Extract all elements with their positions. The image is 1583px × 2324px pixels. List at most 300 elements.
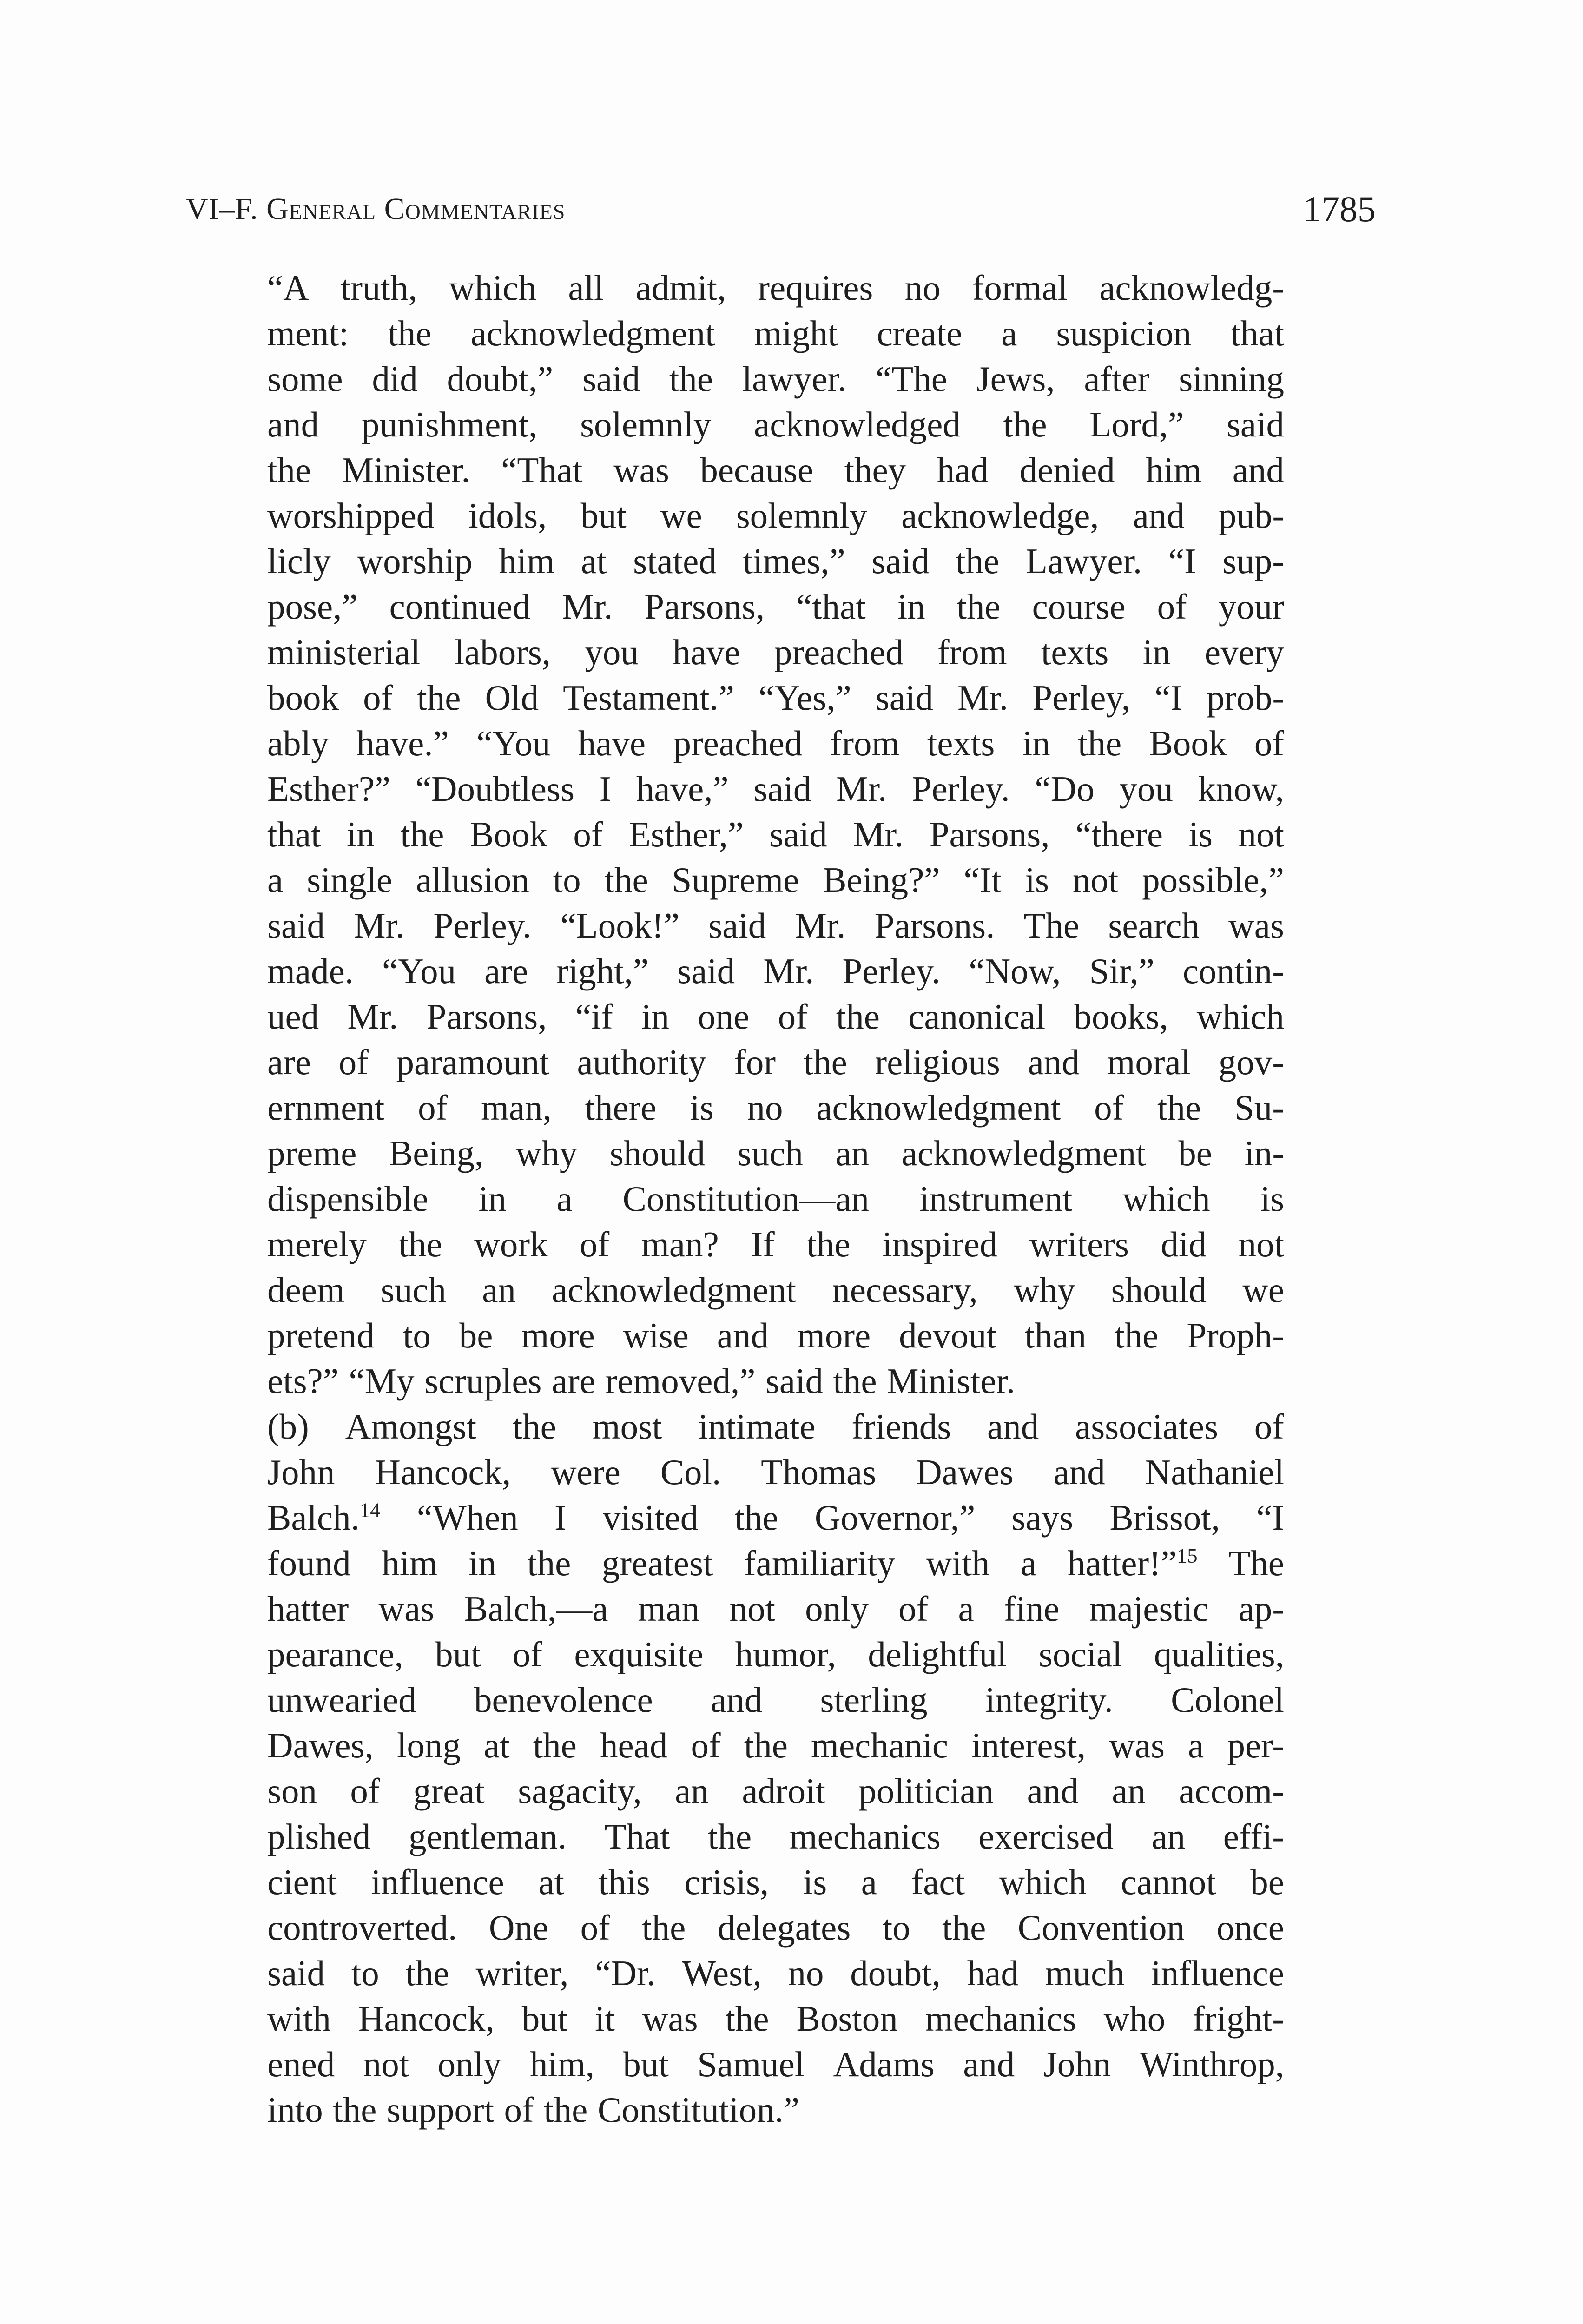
word: said [267, 1953, 325, 1993]
word: such [380, 1270, 447, 1310]
word: some [267, 359, 343, 399]
word: said [769, 814, 827, 854]
word: Being?” [823, 860, 940, 900]
word: Amongst [345, 1406, 476, 1446]
word: was [1109, 1725, 1165, 1765]
text-line [267, 1313, 1284, 1358]
word: not [1238, 1224, 1284, 1264]
word: him, [529, 2044, 594, 2084]
word: which [999, 1862, 1087, 1902]
word: and [1133, 495, 1185, 535]
word: and [963, 2044, 1015, 2084]
text-line [267, 1176, 1284, 1221]
word: Col. [660, 1452, 721, 1492]
text-line [267, 493, 1284, 538]
word: not [1238, 814, 1284, 854]
word: a [1188, 1725, 1204, 1765]
word: the [400, 814, 444, 854]
word: is [1025, 860, 1049, 900]
word: “Dr. [595, 1953, 656, 1993]
word: Lord,” [1089, 404, 1184, 444]
word: of [580, 1908, 610, 1948]
word: ably [267, 723, 329, 763]
word: we [1242, 1270, 1284, 1310]
word: Su- [1234, 1088, 1284, 1128]
word: ment: [267, 313, 349, 353]
word: an [675, 1771, 709, 1811]
word: possible,” [1142, 860, 1284, 900]
word: requires [758, 268, 873, 308]
word: ap- [1238, 1589, 1284, 1629]
word: majestic [1089, 1589, 1209, 1629]
word: the [1003, 404, 1047, 444]
word: might [754, 313, 838, 353]
word: Mr. [795, 905, 846, 945]
word: had [967, 1953, 1019, 1993]
word: did [1161, 1224, 1207, 1264]
word: mechanics [789, 1816, 941, 1856]
word: Minister. [887, 1361, 1016, 1401]
text-line [267, 538, 1284, 584]
word: That [604, 1816, 670, 1856]
word: to [882, 1908, 910, 1948]
word: The [1023, 905, 1080, 945]
word: I [599, 769, 612, 809]
text-line [267, 1495, 1284, 1540]
word: have [578, 723, 646, 763]
word: Hancock, [358, 1999, 495, 2039]
word: “if [575, 997, 613, 1037]
text-line [267, 1996, 1284, 2041]
word: of [418, 1088, 448, 1128]
word: this [598, 1862, 650, 1902]
word: much [1045, 1953, 1125, 1993]
word: no [747, 1088, 783, 1128]
word: is [1188, 814, 1213, 854]
word: Old [485, 678, 539, 718]
word: head [600, 1725, 668, 1765]
word: said [875, 678, 933, 718]
word: the [803, 1042, 847, 1082]
text-line [267, 994, 1284, 1039]
text-line [267, 857, 1284, 903]
word: of [1254, 723, 1284, 763]
word: Parsons, [644, 587, 765, 627]
word: integrity. [985, 1680, 1113, 1720]
word: the [417, 678, 461, 718]
word: the [642, 1908, 686, 1948]
word: that [267, 814, 321, 854]
word: mechanics [925, 1999, 1076, 2039]
word: benevolence [474, 1680, 653, 1720]
word: because [700, 450, 814, 490]
word: “I [1154, 678, 1183, 718]
word: and [717, 1315, 769, 1355]
word: Sir,” [1089, 951, 1154, 991]
text-line [267, 310, 1284, 356]
text-line [267, 265, 1284, 310]
word: Minister. [342, 450, 470, 490]
word: be [1178, 1133, 1212, 1173]
word: for [734, 1042, 776, 1082]
word: Parsons. [874, 905, 995, 945]
word: were [551, 1452, 620, 1492]
word: from [937, 632, 1007, 672]
word: “Yes,” [759, 678, 851, 718]
word: the [405, 1953, 449, 1993]
word: allusion [416, 860, 529, 900]
word: of [580, 1224, 610, 1264]
word: “My [349, 1361, 415, 1401]
word: to [553, 860, 581, 900]
text-line [267, 1814, 1284, 1859]
word: at [484, 1725, 510, 1765]
word: and [267, 404, 319, 444]
word: man? [641, 1224, 719, 1264]
word: wise [623, 1315, 689, 1355]
word: in [346, 814, 375, 854]
word: hatter!”$^{15}$ [1067, 1543, 1198, 1583]
word: a [1001, 313, 1017, 353]
word: son [267, 1771, 317, 1811]
text-line [267, 356, 1284, 402]
word: greatest [601, 1543, 713, 1583]
word: formal [972, 268, 1068, 308]
word: said [708, 905, 766, 945]
word: right,” [556, 951, 649, 991]
word: one [698, 997, 750, 1037]
word: pub- [1218, 495, 1284, 535]
word: they [844, 450, 906, 490]
word: lawyer. [742, 359, 847, 399]
word: acknowledgment [552, 1270, 797, 1310]
word: from [830, 723, 900, 763]
word: ened [267, 2044, 335, 2084]
word: we [660, 495, 702, 535]
word: visited [602, 1498, 699, 1538]
word: cannot [1121, 1862, 1216, 1902]
word: said [582, 359, 640, 399]
text-line [267, 1540, 1284, 1586]
word: Mr. [836, 769, 887, 809]
word: search [1108, 905, 1200, 945]
word: at [580, 541, 607, 581]
word: create [877, 313, 963, 353]
word: One [488, 1908, 549, 1948]
word: necessary, [832, 1270, 978, 1310]
word: admit, [635, 268, 726, 308]
word: of [573, 814, 603, 854]
word: Perley. [911, 769, 1010, 809]
section-title: VI–F. General Commentaries [186, 192, 566, 226]
text-line [267, 402, 1284, 447]
word: the [942, 1908, 986, 1948]
word: of [691, 1725, 721, 1765]
text-line [267, 1631, 1284, 1677]
word: acknowledgment [470, 313, 715, 353]
word: of [512, 1634, 542, 1674]
text-line [267, 2087, 1284, 2133]
word: Proph- [1187, 1315, 1284, 1355]
text-line [267, 1677, 1284, 1723]
word: associates [1075, 1406, 1218, 1446]
word: an [835, 1133, 870, 1173]
footnote-ref: 15 [1176, 1544, 1198, 1567]
word: at [538, 1862, 564, 1902]
word: and [711, 1680, 763, 1720]
word: licly [267, 541, 331, 581]
word: “You [476, 723, 551, 763]
word: course [1032, 587, 1126, 627]
word: in [1022, 723, 1050, 763]
word: pretend [267, 1315, 375, 1355]
word: Book [1149, 723, 1227, 763]
word: worshipped [267, 495, 435, 535]
word: says [1011, 1498, 1074, 1538]
word: made. [267, 951, 354, 991]
word: “Do [1035, 769, 1095, 809]
word: your [1218, 587, 1284, 627]
word: Colonel [1171, 1680, 1284, 1720]
word: Being, [389, 1133, 484, 1173]
text-line [267, 675, 1284, 720]
text-line [267, 1449, 1284, 1495]
word: the [833, 1361, 877, 1401]
word: John [267, 1452, 335, 1492]
word: Lawyer. [1025, 541, 1142, 581]
word: “The [876, 359, 947, 399]
word: Mr. [562, 587, 613, 627]
word: Constitution.” [597, 2090, 800, 2130]
word: Samuel [697, 2044, 805, 2084]
footnote-ref: 14 [359, 1498, 381, 1522]
word: is [803, 1862, 827, 1902]
word: him [1146, 450, 1202, 490]
word: solemnly [736, 495, 868, 535]
word: deem [267, 1270, 345, 1310]
text-line [267, 1085, 1284, 1130]
word: said [871, 541, 930, 581]
word: “When [416, 1498, 518, 1538]
word: work [474, 1224, 548, 1264]
text-line [267, 948, 1284, 994]
word: not [363, 2044, 409, 2084]
word: which [1122, 1179, 1210, 1219]
word: Thomas [761, 1452, 877, 1492]
word: Constitution—an [622, 1179, 870, 1219]
word: the [744, 1725, 788, 1765]
text-line [267, 584, 1284, 629]
word: “Now, [969, 951, 1061, 991]
word: Dawes, [267, 1725, 374, 1765]
word: the [806, 1224, 851, 1264]
word: why [515, 1133, 578, 1173]
word: dispensible [267, 1179, 429, 1219]
word: and [1028, 1042, 1080, 1082]
word: him [499, 541, 555, 581]
word: all [568, 268, 604, 308]
word: did [372, 359, 418, 399]
word: man [638, 1589, 700, 1629]
word: in- [1244, 1133, 1284, 1173]
word: an [482, 1270, 516, 1310]
text-line [267, 1221, 1284, 1267]
word: had [937, 450, 989, 490]
word: only [437, 2044, 501, 2084]
word: in [468, 1543, 496, 1583]
word: Winthrop, [1139, 2044, 1284, 2084]
word: texts [1041, 632, 1109, 672]
text-line [267, 1586, 1284, 1631]
word: a [958, 1589, 974, 1629]
word: of [350, 1771, 380, 1811]
word: the [267, 450, 311, 490]
word: writers [1029, 1224, 1129, 1264]
word: in [897, 587, 925, 627]
word: and [1232, 450, 1284, 490]
word: mechanic [811, 1725, 949, 1765]
word: instrument [919, 1179, 1073, 1219]
word: of [778, 997, 808, 1037]
word: “there [1075, 814, 1163, 854]
word: acknowledge, [901, 495, 1099, 535]
word: be [1250, 1862, 1284, 1902]
word: but [521, 1999, 568, 2039]
word: is [1260, 1179, 1284, 1219]
word: accom- [1179, 1771, 1284, 1811]
word: continued [389, 587, 531, 627]
word: the [398, 1224, 442, 1264]
word: the [388, 313, 432, 353]
word: said [1226, 404, 1284, 444]
word: why [1013, 1270, 1075, 1310]
word: of [1157, 587, 1187, 627]
word: not [729, 1589, 775, 1629]
word: doubt, [850, 1953, 941, 1993]
word: gov- [1218, 1042, 1284, 1082]
word: there [585, 1088, 657, 1128]
word: but [435, 1634, 481, 1674]
word: you [585, 632, 639, 672]
word: are [484, 951, 528, 991]
word: that [1230, 313, 1284, 353]
word: acknowledged [754, 404, 961, 444]
word: Mr. [347, 997, 398, 1037]
text-line [267, 2041, 1284, 2087]
word: hatter [267, 1589, 349, 1629]
word: such [737, 1133, 803, 1173]
word: doubt,” [447, 359, 554, 399]
text-line [267, 629, 1284, 675]
word: intimate [698, 1406, 816, 1446]
word: it [595, 1999, 615, 2039]
word: Parsons, [426, 997, 547, 1037]
text-line [267, 1905, 1284, 1950]
word: a [1021, 1543, 1037, 1583]
word: which [1196, 997, 1284, 1037]
text-line [267, 766, 1284, 812]
word: politician [858, 1771, 994, 1811]
text-line [267, 903, 1284, 948]
word: “Look!” [560, 905, 680, 945]
word: sup- [1222, 541, 1284, 581]
text-line [267, 1950, 1284, 1996]
word: the [1078, 723, 1122, 763]
word: “I [1256, 1498, 1284, 1538]
word: but [623, 2044, 669, 2084]
word: not [1072, 860, 1119, 900]
word: preme [267, 1133, 357, 1173]
word: controverted. [267, 1908, 457, 1948]
word: with [926, 1543, 990, 1583]
word: contin- [1182, 951, 1284, 991]
word: after [1084, 359, 1150, 399]
word: influence [371, 1862, 504, 1902]
word: the [533, 1725, 577, 1765]
word: punishment, [361, 404, 538, 444]
word: texts [927, 723, 995, 763]
word: Governor,” [814, 1498, 976, 1538]
word: know, [1198, 769, 1284, 809]
word: are [552, 1361, 596, 1401]
word: Hancock, [375, 1452, 511, 1492]
word: Balch,—a [464, 1589, 608, 1629]
word: adroit [742, 1771, 825, 1811]
word: the [527, 1543, 571, 1583]
word: merely [267, 1224, 367, 1264]
word: preached [774, 632, 904, 672]
word: the [956, 541, 1000, 581]
word: friends [851, 1406, 951, 1446]
word: prob- [1207, 678, 1284, 718]
word: have [673, 632, 740, 672]
word: “I [1168, 541, 1196, 581]
word: book [267, 678, 339, 718]
word: books, [1074, 997, 1168, 1037]
word: The [1228, 1543, 1284, 1583]
word: worship [357, 541, 473, 581]
text-line [267, 1130, 1284, 1176]
word: with [267, 1999, 331, 2039]
word: ministerial [267, 632, 421, 672]
word: Dawes [916, 1452, 1014, 1492]
word: to [402, 1315, 431, 1355]
word: delightful [868, 1634, 1007, 1674]
word: the [1115, 1315, 1159, 1355]
word: plished [267, 1816, 371, 1856]
word: Testament.” [563, 678, 734, 718]
word: should [609, 1133, 706, 1173]
word: paramount [396, 1042, 549, 1082]
word: acknowledgment [901, 1133, 1146, 1173]
word: Adams [833, 2044, 935, 2084]
word: Mr. [763, 951, 814, 991]
word: crisis, [684, 1862, 769, 1902]
word: canonical [908, 997, 1046, 1037]
word: which [449, 268, 537, 308]
word: a [267, 860, 284, 900]
word: single [307, 860, 393, 900]
text-line [267, 1723, 1284, 1768]
word: long [396, 1725, 461, 1765]
word: of [338, 1042, 369, 1082]
word: “That [501, 450, 583, 490]
word: influence [1151, 1953, 1284, 1993]
word: fact [911, 1862, 965, 1902]
word: are [267, 1042, 311, 1082]
word: in [641, 997, 669, 1037]
text-line [267, 812, 1284, 857]
